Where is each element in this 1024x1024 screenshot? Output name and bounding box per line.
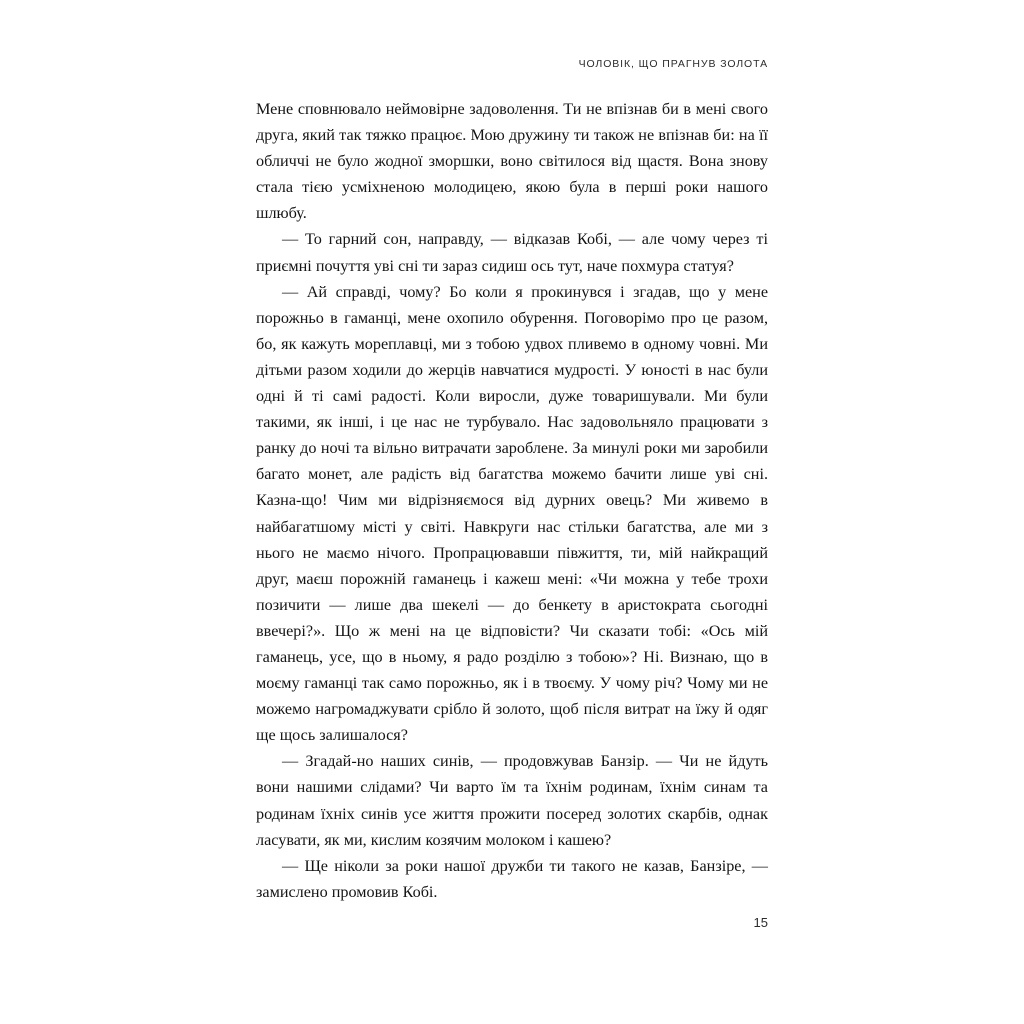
running-head: ЧОЛОВІК, ЩО ПРАГНУВ ЗОЛОТА — [578, 58, 768, 70]
paragraph: — Ай справді, чому? Бо коли я прокинувся і згадав, що у мене порожньо в гаманці, мене охопило обурення. Поговорімо про це разом, бо, як кажуть мореплавці, ми з тобою удвох пливемо в одному човні. Ми дітьми разом ходили до жерців навчатися мудрості. У юності в нас були одні й ті самі радості. Коли виросли, дуже товаришували. Ми були такими, як інші, і це нас не турбувало. Нас задовольняло працювати з ранку до ночі та вільно витрачати зароблене. За минулі роки ми заробили багато монет, але радість від багатства можемо бачити лише уві сні. Казна-що! Чим ми відрізняємося від дурних овець? Ми живемо в найбагатшому місті у світі. Навкруги нас стільки багатства, але ми з нього не маємо нічого. Пропрацювавши півжиття, ти, мій найкращий друг, маєш порожній гаманець і кажеш мені: «Чи можна у тебе трохи позичити — лише два шекелі — до бенкету в аристократа сьогодні ввечері?». Що ж мені на це відповісти? Чи сказати тобі: «Ось мій гаманець, усе, що в ньому, я радо розділю з тобою»? Ні. Визнаю, що в моєму гаманці так само порожньо, як і в твоєму. У чому річ? Чому ми не можемо нагромаджувати срібло й золото, щоб після витрат на їжу й одяг ще щось залишалося? — [256, 282, 768, 745]
paragraph: — Згадай-но наших синів, — продовжував Банзір. — Чи не йдуть вони нашими слідами? Чи варто їм та їхнім родинам, їхнім синам та родинам їхніх синів усе життя прожити посеред золотих скарбів, однак ласувати, як ми, кислим козячим молоком і кашею? — [256, 752, 768, 849]
paragraph: — Ще ніколи за роки нашої дружби ти такого не казав, Банзіре, — замислено промовив Кобі. — [256, 856, 768, 901]
paragraph: — То гарний сон, направду, — відказав Кобі, — але чому через ті приємні почуття уві сні ти зараз сидиш ось тут, наче похмура статуя? — [256, 230, 768, 275]
paragraph: Мене сповнювало неймовірне задоволення. Ти не впізнав би в мені свого друга, який так тяжко працює. Мою дружину ти також не впізнав би: на її обличчі не було жодної зморшки, воно світилося від щастя. Вона знову стала тією усміхненою молодицею, якою була в перші роки нашого шлюбу. — [256, 100, 768, 223]
page-body — [256, 96, 768, 905]
page-number: 15 — [753, 915, 768, 930]
